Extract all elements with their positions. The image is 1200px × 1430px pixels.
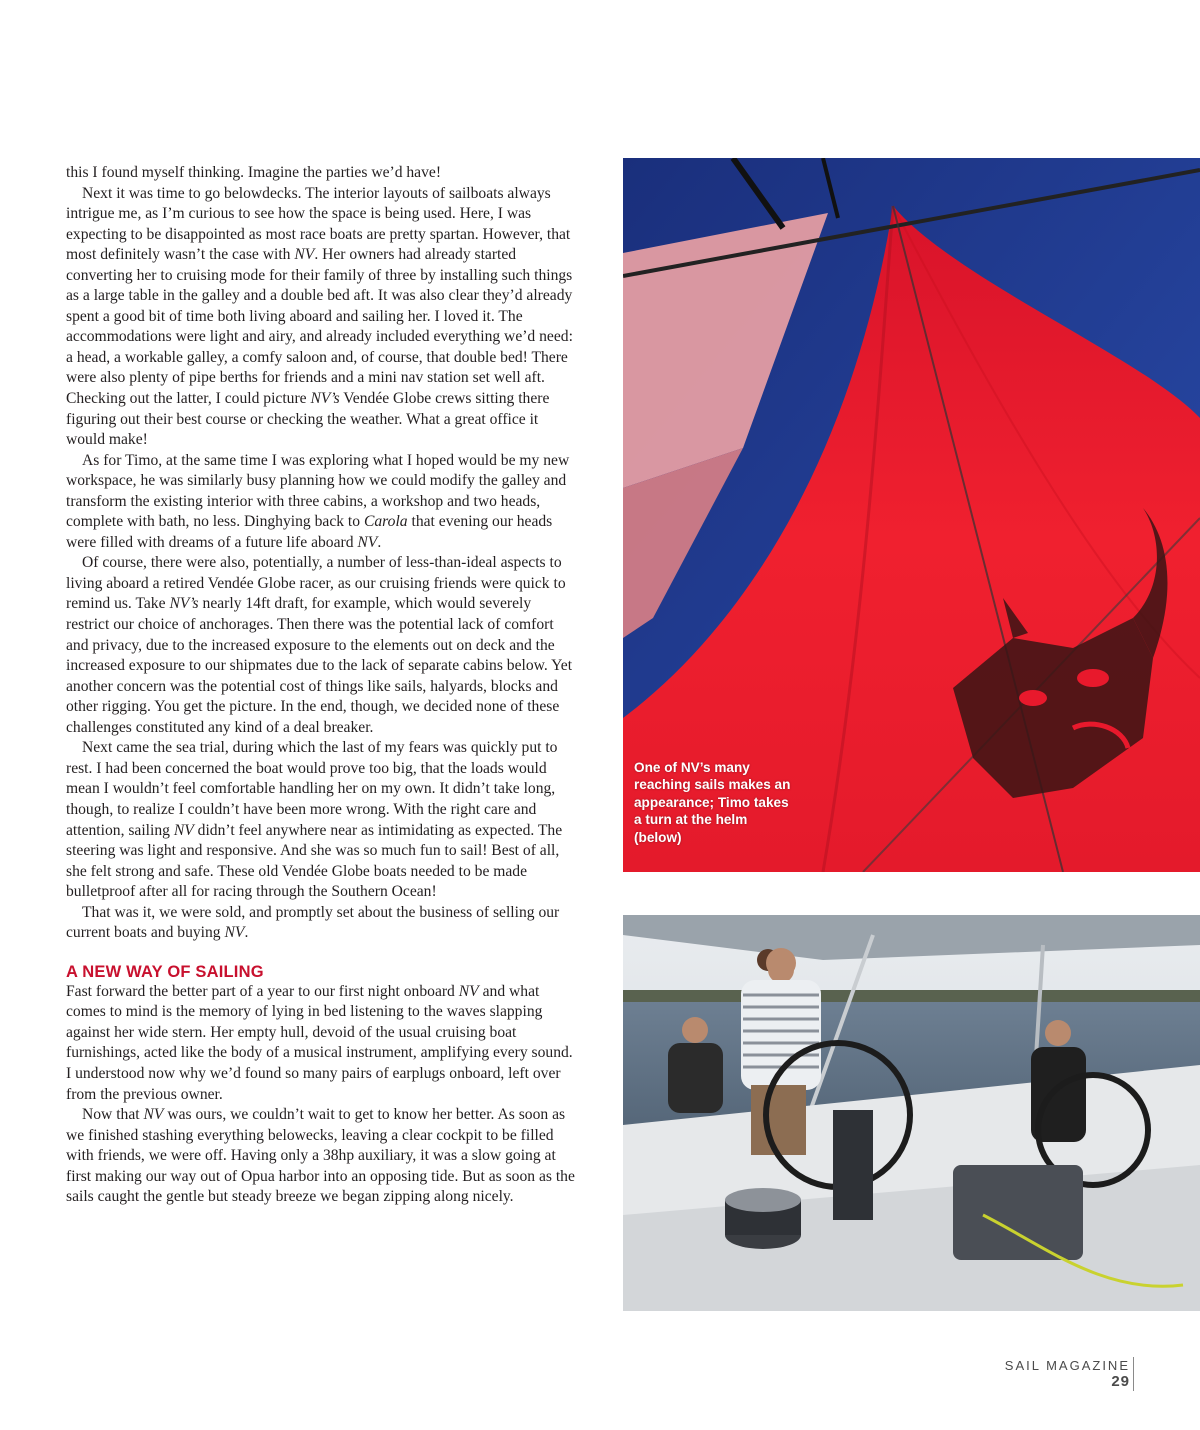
article-column	[66, 163, 578, 1208]
folio-divider	[1133, 1357, 1134, 1391]
paragraph: Next came the sea trial, during which the last of my fears was quickly put to rest. I had been concerned the boat would prove too big, that the loads would mean I wouldn’t feel comfortable handling her on my own. It didn’t take long, though, to realize I couldn’t have been more wrong. With the right care and attention, sailing NV didn’t feel anywhere near as intimidating as expected. The steering was light and responsive. And she was so much fun to sail! Best of all, she felt strong and safe. These old Vendée Globe boats needed to be made bulletproof after all for racing through the Southern Ocean!	[66, 739, 563, 901]
helm-photo	[623, 915, 1200, 1311]
paragraph: As for Timo, at the same time I was exploring what I hoped would be my new workspace, he was similarly busy planning how we could modify the galley and transform the existing interior with three cabins, a workshop and two heads, complete with bath, no less. Dinghying back to Carola that evening our heads were filled with dreams of a future life aboard NV.	[66, 451, 570, 551]
paragraph: That was it, we were sold, and promptly set about the business of selling our current boats and buying NV.	[66, 903, 560, 942]
magazine-name: SAIL MAGAZINE	[1004, 1358, 1130, 1373]
paragraph: Next it was time to go belowdecks. The interior layouts of sailboats always intrigue me, as I’m curious to see how the space is being used. Here, I was expecting to be disappointed as most race boats are pretty spartan. However, that most definitely wasn’t the case with NV. Her owners had already started converting her to cruising mode for their family of three by installing such things as a large table in the galley and a double bed aft. It was also clear they’d already spent a good bit of time both living aboard and sailing her. I loved it. The accommodations were light and airy, and already included everything we’d need: a head, a workable galley, a comfy saloon and, of course, that double bed! There were also plenty of pipe berths for friends and a mini nav station set well aft. Checking out the latter, I could picture NV’s Vendée Globe crews sitting there figuring out their best course or checking the weather. What a great office it would make!	[66, 184, 573, 449]
photo-caption: One of NV’s many reaching sails makes an appearance; Timo takes a turn at the helm (below)	[634, 760, 791, 845]
section-subhead: A NEW WAY OF SAILING	[66, 962, 264, 981]
paragraph: this I found myself thinking. Imagine the parties we’d have!	[66, 164, 442, 181]
folio	[1005, 1358, 1130, 1390]
paragraph: Fast forward the better part of a year to our first night onboard NV and what comes to mind is the memory of lying in bed listening to the waves slapping against her wide stern. Her empty hull, devoid of the usual cruising boat furnishings, acted like the body of a musical instrument, amplifying every sound. I understood now why we’d found so many pairs of earplugs onboard, left over from the previous owner.	[66, 982, 573, 1103]
paragraph: Now that NV was ours, we couldn’t wait to get to know her better. As soon as we finished stashing everything belowecks, leaving a clear cockpit to be filled with friends, we were off. Having only a 38hp auxiliary, it was a slow going at first making our way out of Opua harbor into an opposing tide. But as soon as the sails caught the gentle but steady breeze we began zipping along nicely.	[66, 1106, 575, 1206]
paragraph: Of course, there were also, potentially, a number of less-than-ideal aspects to living aboard a retired Vendée Globe racer, as our cruising friends were quick to remind us. Take NV’s nearly 14ft draft, for example, which would severely restrict our choice of anchorages. Then there was the potential lack of comfort and privacy, due to the increased exposure to the elements out on deck and the increased exposure to our shipmates due to the lack of separate cabins below. Yet another concern was the potential cost of things like sails, halyards, blocks and other rigging. You get the picture. In the end, though, we decided none of these challenges constituted any kind of a deal breaker.	[66, 554, 573, 736]
page-number: 29	[1111, 1373, 1130, 1390]
